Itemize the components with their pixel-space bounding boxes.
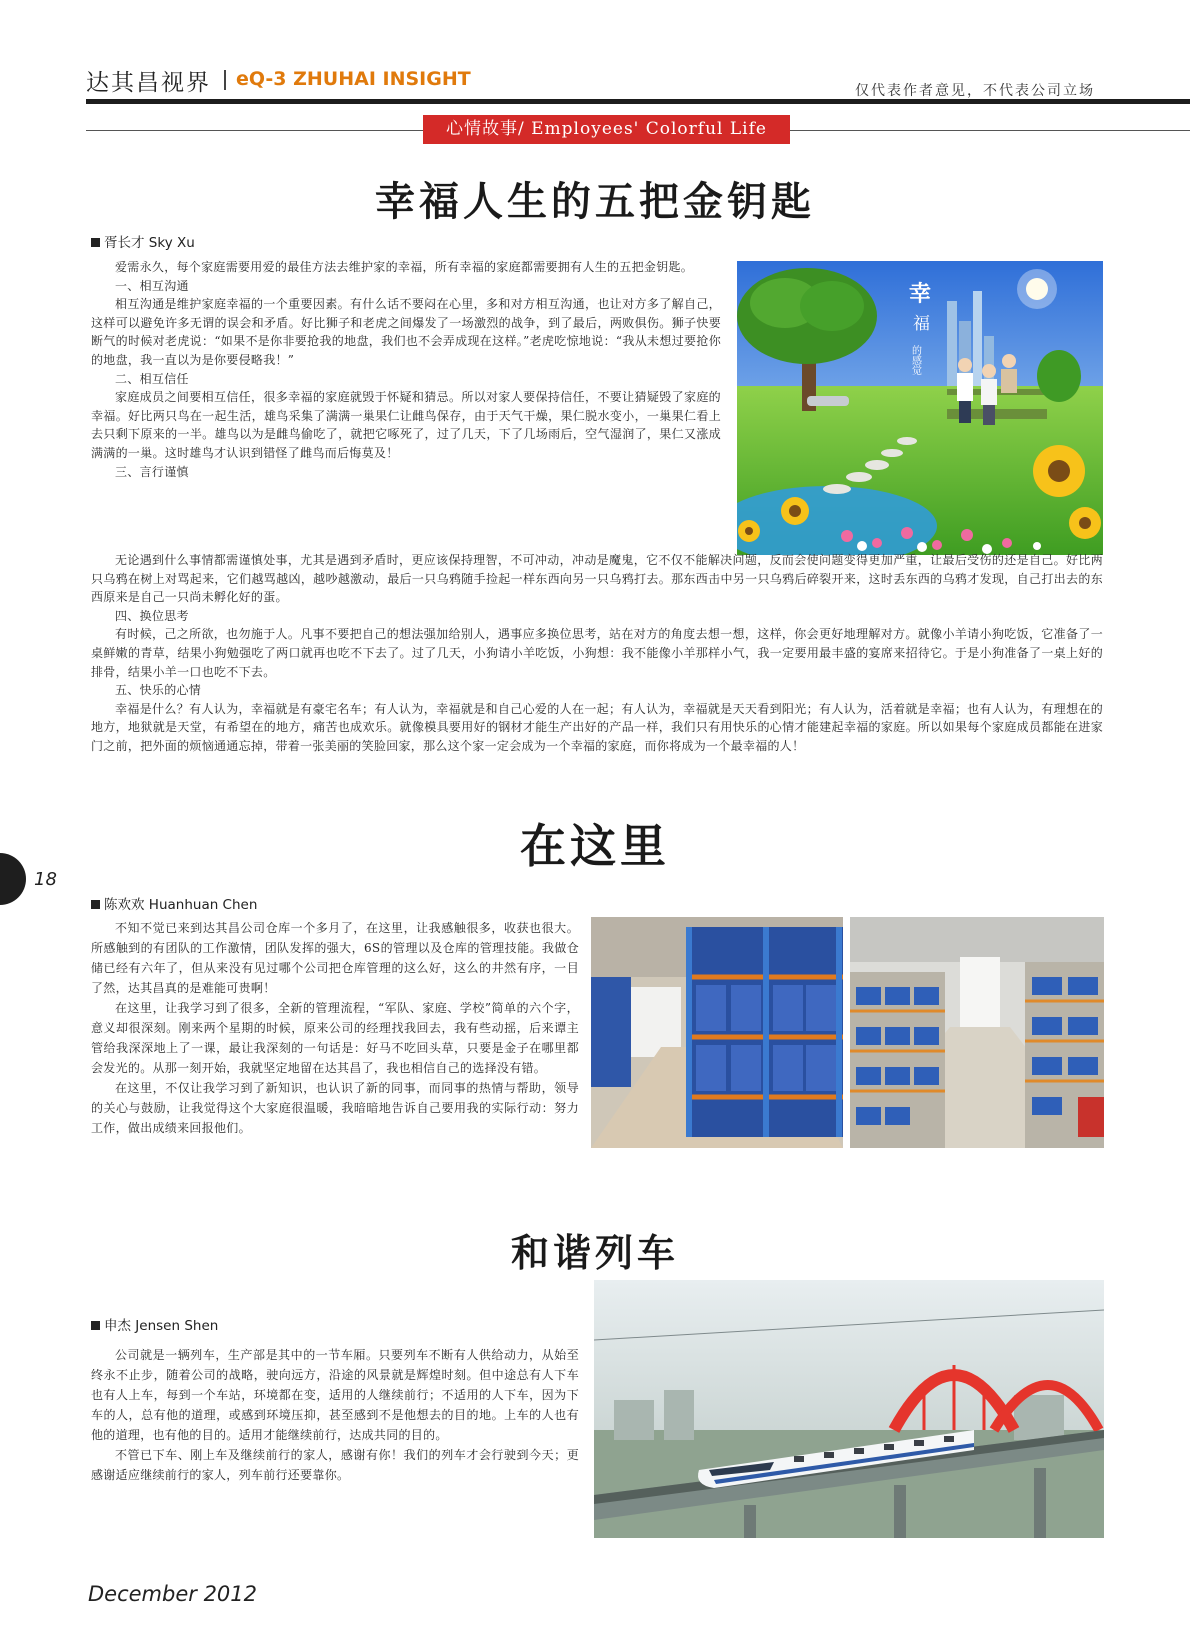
warehouse-photo-2 xyxy=(850,917,1104,1148)
article1-paragraph: 有时候，己之所欲，也勿施于人。凡事不要把自己的想法强加给别人，遇事应多换位思考，站在对方的角度去想一想，这样，你会更好地理解对方。就像小羊请小狗吃饭，它准备了一桌鲜嫩的青草，结果小狗勉强吃了两口就再也吃不下去了。过了几天，小狗请小羊吃饭，小狗想：我不能像小羊那样小气，我一定要用最丰盛的宴席来招待它。于是小狗准备了一桌上好的排骨，结果小羊一口也吃不下去。 xyxy=(91,627,1103,679)
article2-paragraph: 在这里，让我学习到了很多，全新的管理流程，“军队、家庭、学校”简单的六个字，意义却很深刻。刚来两个星期的时候，原来公司的经理找我回去，我有些动摇，后来谭主管给我深深地上了一课，最让我深刻的一句话是：好马不吃回头草，只要是金子在哪里都会发光的。从那一刻开始，我就坚定地留在达其昌了，我也相信自己的选择没有错。 xyxy=(91,1001,579,1075)
article1-heading: 一、相互沟通 xyxy=(115,278,189,293)
article1-paragraph: 相互沟通是维护家庭幸福的一个重要因素。有什么话不要闷在心里，多和对方相互沟通，也让对方多了解自己，这样可以避免许多无谓的误会和矛盾。好比狮子和老虎之间爆发了一场激烈的战争，到了最后，两败俱伤。狮子快要断气的时候对老虎说：“如果不是你非要抢我的地盘，我们也不会弄成现在这样。”老虎吃惊地说：“我从未想过要抢你的地盘，我一直以为是你要侵略我！” xyxy=(91,297,721,367)
header-separator xyxy=(224,70,226,90)
article1-paragraph: 幸福是什么？有人认为，幸福就是有豪宅名车；有人认为，幸福就是和自己心爱的人在一起；有人认为，幸福就是天天看到阳光；有人认为，活着就是幸福；也有人认为，有理想在的地方，地狱就是天堂，有希望在的地方，痛苦也成欢乐。就像模具要用好的钢材才能生产出好的产品一样，我们只有用快乐的心情才能建起幸福的家庭。所以如果每个家庭成员都能在进家门之前，把外面的烦恼通通忘掉，带着一张美丽的笑脸回家，那么这个家一定会成为一个幸福的家庭，而你将成为一个最幸福的人！ xyxy=(91,701,1103,753)
header-subtitle: eQ-3 ZHUHAI INSIGHT xyxy=(236,68,471,90)
article1-heading: 四、换位思考 xyxy=(115,608,189,623)
page-number: 18 xyxy=(34,869,57,890)
article3-body xyxy=(91,1345,579,1485)
article1-heading: 三、言行谨慎 xyxy=(115,464,189,479)
article1-heading: 二、相互信任 xyxy=(115,371,189,386)
article3-paragraph: 不管已下车、刚上车及继续前行的家人，感谢有你！我们的列车才会行驶到今天；更感谢适应继续前行的家人，列车前行还要靠你。 xyxy=(91,1448,579,1482)
author-bullet xyxy=(91,1321,100,1330)
article1-title: 幸福人生的五把金钥匙 xyxy=(375,178,815,225)
image-text-3: 的感觉 xyxy=(909,345,921,375)
article2-author-name: 陈欢欢 Huanhuan Chen xyxy=(104,897,258,913)
article2-title: 在这里 xyxy=(520,819,670,873)
article2-body xyxy=(91,918,579,1138)
article1-body-top xyxy=(91,258,721,481)
article1-author xyxy=(91,231,195,251)
header-disclaimer: 仅代表作者意见，不代表公司立场 xyxy=(855,83,1095,99)
article3-author xyxy=(91,1314,218,1334)
image-text-1: 幸 xyxy=(909,281,932,307)
article1-paragraph: 家庭成员之间要相互信任，很多幸福的家庭就毁于怀疑和猜忌。所以对家人要保持信任，不要让猜疑毁了家庭的幸福。好比两只鸟在一起生活，雄鸟采集了满满一巢果仁让雌鸟保存，由于天气干燥，果仁脱水变小，一巢果仁看上去只剩下原来的一半。雄鸟以为是雌鸟偷吃了，就把它啄死了，过了几天，下了几场雨后，空气湿润了，果仁又涨成满满的一巢。这时雄鸟才认识到错怪了雌鸟而后悔莫及！ xyxy=(91,390,721,460)
article2-author xyxy=(91,893,257,913)
author-bullet xyxy=(91,238,100,247)
author-bullet xyxy=(91,900,100,909)
article2-paragraph: 不知不觉已来到达其昌公司仓库一个多月了，在这里，让我感触很多，收获也很大。所感触到的有团队的工作激情，团队发挥的强大，6S的管理以及仓库的管理技能。我做仓储已经有六年了，但从来没有见过哪个公司把仓库管理的这么好，这么的井然有序，一目了然，达其昌真的是难能可贵啊！ xyxy=(91,921,579,995)
happiness-illustration xyxy=(737,261,1103,555)
train-photo xyxy=(594,1280,1104,1538)
article2-paragraph: 在这里，不仅让我学习到了新知识，也认识了新的同事，而同事的热情与帮助，领导的关心与鼓励，让我觉得这个大家庭很温暖，我暗暗地告诉自己要用我的实际行动：努力工作，做出成绩来回报他们。 xyxy=(91,1081,579,1135)
footer-date: December 2012 xyxy=(88,1582,258,1606)
header-brand: 达其昌视界 xyxy=(86,70,211,96)
article3-title: 和谐列车 xyxy=(510,1230,679,1275)
article3-author-name: 申杰 Jensen Shen xyxy=(104,1318,219,1334)
article1-heading: 五、快乐的心情 xyxy=(115,683,202,698)
warehouse-photo-1 xyxy=(591,917,843,1148)
article3-paragraph: 公司就是一辆列车，生产部是其中的一节车厢。只要列车不断有人供给动力，从始至终永不止步，随着公司的战略，驶向远方，沿途的风景就是辉煌时刻。但中途总有人下车也有人上车，每到一个车站，环境都在变，适用的人继续前行；不适用的人下车，因为下车的人，总有他的道理，或感到环境压抑，甚至感到不是他想去的目的地。上车的人也有他的道理，也有他的目的。适用才能继续前行，达成共同的目的。 xyxy=(91,1348,579,1442)
article1-body-bottom xyxy=(91,551,1103,756)
section-banner: 心情故事/ Employees' Colorful Life xyxy=(423,115,790,144)
article1-author-name: 胥长才 Sky Xu xyxy=(104,235,195,251)
article1-paragraph: 无论遇到什么事情都需谨慎处事，尤其是遇到矛盾时，更应该保持理智，不可冲动，冲动是魔鬼，它不仅不能解决问题，反而会使问题变得更加严重，让最后受伤的还是自己。好比两只乌鸦在树上对骂起来，它们越骂越凶，越吵越激动，最后一只乌鸦随手捡起一样东西向另一只乌鸦打去。那东西击中另一只乌鸦后碎裂开来，这时丢东西的乌鸦才发现，自己打出去的东西原来是自己一只尚未孵化好的蛋。 xyxy=(91,553,1103,605)
header-rule-thick xyxy=(86,99,1190,104)
image-text-2: 福 xyxy=(913,314,930,334)
article1-paragraph: 爱需永久，每个家庭需要用爱的最佳方法去维护家的幸福，所有幸福的家庭都需要拥有人生的五把金钥匙。 xyxy=(115,260,694,274)
